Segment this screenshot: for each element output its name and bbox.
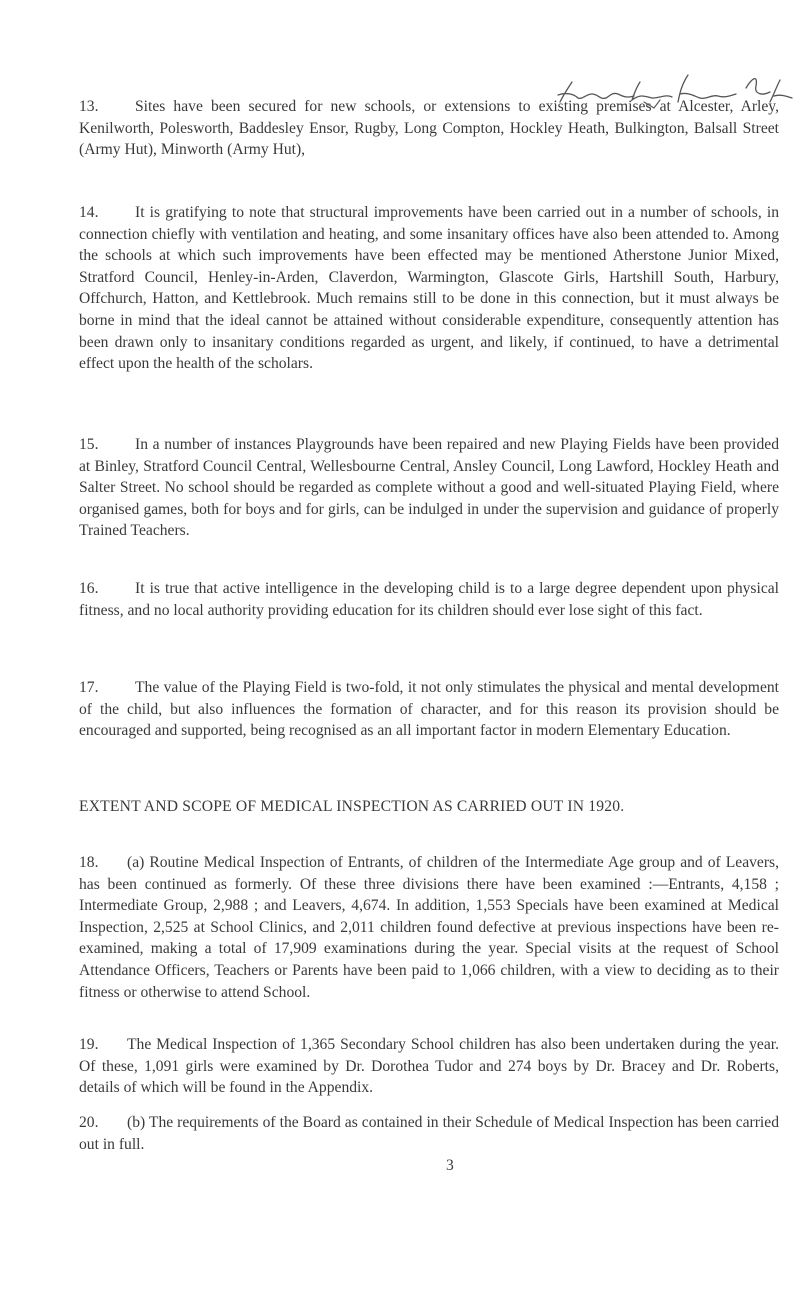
paragraph-text: (b) The requirements of the Board as contained in their Schedule of Medical Inspection has been carried out in full. bbox=[79, 1114, 779, 1153]
paragraph-text: It is gratifying to note that structural improvements have been carried out in a number of schools, in connection chiefly with ventilation and heating, and some insanitary offices have also been attended to. Among the schools at which such improvements have been effected may be mentioned Atherstone Junior Mixed, Stratford Council, Henley-in-Arden, Claverdon, Warmington, Glascote Girls, Hartshill South, Harbury, Offchurch, Hatton, and Kettlebrook. Much remains still to be done in this connection, but it must always be borne in mind that the ideal cannot be attained without considerable expenditure, consequently attention has been drawn only to insanitary conditions regarded as urgent, and likely, if continued, to have a detrimental effect upon the health of the scholars. bbox=[79, 204, 779, 373]
paragraph-17 bbox=[79, 677, 779, 742]
paragraph-15 bbox=[79, 434, 779, 542]
section-heading: EXTENT AND SCOPE OF MEDICAL INSPECTION AS CARRIED OUT IN 1920. bbox=[79, 798, 625, 815]
paragraph-text: (a) Routine Medical Inspection of Entrants, of children of the Intermediate Age group and of Leavers, has been continued as formerly. Of these three divisions there have been examined :—Entrants, 4,158 ; Intermediate Group, 2,988 ; and Leavers, 4,674. In addition, 1,553 Specials have been examined at Medical Inspection, 2,525 at School Clinics, and 2,011 children found defective at previous inspections have been re-examined, making a total of 17,909 examinations during the year. Special visits at the request of School Attendance Officers, Teachers or Parents have been paid to 1,066 children, with a view to deciding as to their fitness or otherwise to attend School. bbox=[79, 854, 779, 1001]
paragraph-number: 13. bbox=[79, 98, 99, 115]
paragraph-18 bbox=[79, 852, 779, 1003]
paragraph-number: 16. bbox=[79, 580, 99, 597]
paragraph-13 bbox=[79, 96, 779, 161]
paragraph-text: It is true that active intelligence in the developing child is to a large degree dependent upon physical fitness, and no local authority providing education for its children should ever lose sight of this fact. bbox=[79, 580, 779, 619]
paragraph-text: In a number of instances Playgrounds have been repaired and new Playing Fields have been provided at Binley, Stratford Council Central, Wellesbourne Central, Ansley Council, Long Lawford, Hockley Heath and Salter Street. No school should be regarded as complete without a good and well-situated Playing Field, where organised games, both for boys and for girls, can be indulged in under the supervision and guidance of properly Trained Teachers. bbox=[79, 436, 779, 540]
paragraph-20 bbox=[79, 1112, 779, 1155]
paragraph-text: Sites have been secured for new schools, or extensions to existing premises at Alcester, Arley, Kenilworth, Polesworth, Baddesley Ensor, Rugby, Long Compton, Hockley Heath, Bulkington, Balsall Street (Army Hut), Minworth (Army Hut), bbox=[79, 98, 779, 159]
page-number: 3 bbox=[446, 1157, 454, 1174]
paragraph-text: The value of the Playing Field is two-fold, it not only stimulates the physical and mental development of the child, but also influences the formation of character, and for this reason its provision should be encouraged and supported, being recognised as an all important factor in modern Elementary Education. bbox=[79, 679, 779, 740]
paragraph-number: 18. bbox=[79, 854, 99, 871]
paragraph-number: 15. bbox=[79, 436, 99, 453]
paragraph-number: 20. bbox=[79, 1114, 99, 1131]
paragraph-text: The Medical Inspection of 1,365 Secondary School children has also been undertaken during the year. Of these, 1,091 girls were examined by Dr. Dorothea Tudor and 274 boys by Dr. Bracey and Dr. Roberts, details of which will be found in the Appendix. bbox=[79, 1036, 779, 1097]
paragraph-number: 14. bbox=[79, 204, 99, 221]
paragraph-number: 19. bbox=[79, 1036, 99, 1053]
paragraph-14 bbox=[79, 202, 779, 375]
paragraph-number: 17. bbox=[79, 679, 99, 696]
paragraph-19 bbox=[79, 1034, 779, 1099]
paragraph-16 bbox=[79, 578, 779, 621]
